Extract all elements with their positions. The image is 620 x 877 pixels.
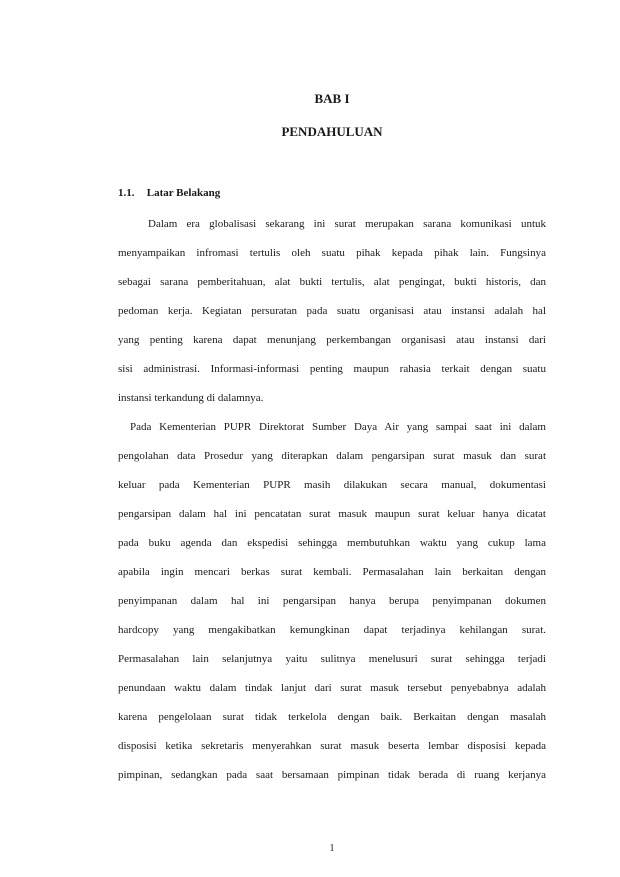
paragraph-line: karena pengelolaan surat tidak terkelola dengan baik. Berkaitan dengan masalah [118,711,546,723]
paragraph-line: pengarsipan dalam hal ini pencatatan surat masuk maupun surat keluar hanya dicatat [118,508,546,520]
paragraph-line: Dalam era globalisasi sekarang ini surat merupakan sarana komunikasi untuk [148,218,546,230]
paragraph-line: hardcopy yang mengakibatkan kemungkinan dapat terjadinya kehilangan surat. [118,624,546,636]
paragraph-line: sebagai sarana pemberitahuan, alat bukti tertulis, alat pengingat, bukti historis, dan [118,276,546,288]
paragraph-line: Pada Kementerian PUPR Direktorat Sumber Daya Air yang sampai saat ini dalam [130,421,546,433]
paragraph-line: pimpinan, sedangkan pada saat bersamaan pimpinan tidak berada di ruang kerjanya [118,769,546,781]
chapter-title: PENDAHULUAN [281,124,383,139]
section-number: 1.1. [118,187,135,199]
page-number: 1 [329,843,335,854]
paragraph-line: menyampaikan infromasi tertulis oleh suatu pihak kepada pihak lain. Fungsinya [118,247,546,259]
paragraph-line: pedoman kerja. Kegiatan persuratan pada suatu organisasi atau instansi adalah hal [118,305,546,317]
paragraph-line: disposisi ketika sekretaris menyerahkan surat masuk beserta lembar disposisi kepada [118,740,546,752]
paragraph-line: apabila ingin mencari berkas surat kembali. Permasalahan lain berkaitan dengan [118,566,546,578]
body-text [118,217,546,797]
chapter-number: BAB I [314,91,350,106]
paragraph-line: pada buku agenda dan ekspedisi sehingga membutuhkan waktu yang cukup lama [118,537,546,549]
paragraph-line: yang penting karena dapat menunjang perkembangan organisasi atau instansi dari [118,334,546,346]
section-heading [118,187,220,199]
section-title: Latar Belakang [146,187,221,199]
paragraph-line: Permasalahan lain selanjutnya yaitu sulitnya menelusuri surat sehingga terjadi [118,653,546,665]
paragraph-line: penundaan waktu dalam tindak lanjut dari surat masuk tersebut penyebabnya adalah [118,682,546,694]
paragraph-line: instansi terkandung di dalamnya. [118,392,264,404]
paragraph-line: sisi administrasi. Informasi-informasi penting maupun rahasia terkait dengan suatu [118,363,546,375]
paragraph-line: pengolahan data Prosedur yang diterapkan dalam pengarsipan surat masuk dan surat [118,450,546,462]
paragraph-line: keluar pada Kementerian PUPR masih dilakukan secara manual, dokumentasi [118,479,546,491]
paragraph-line: penyimpanan dalam hal ini pengarsipan hanya berupa penyimpanan dokumen [118,595,546,607]
